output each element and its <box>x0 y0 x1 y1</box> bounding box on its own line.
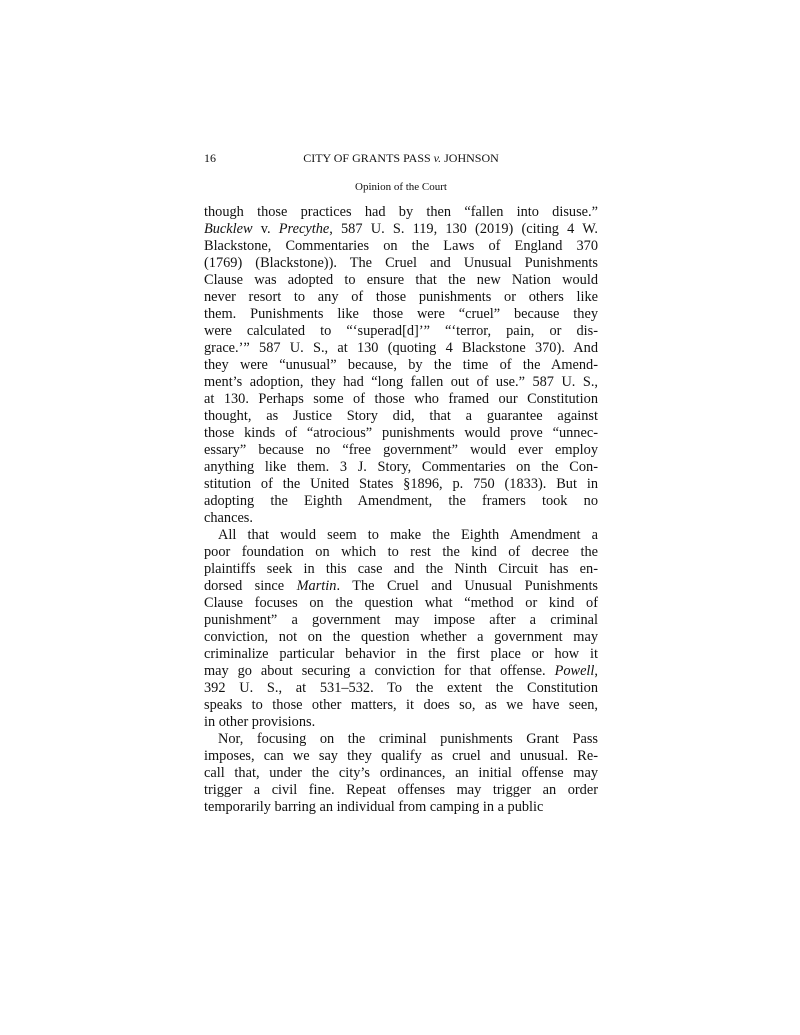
text-line: anything like them. 3 J. Story, Commentaries on the Con- <box>204 459 598 475</box>
text-line: poor foundation on which to rest the kind of decree the <box>204 544 598 560</box>
text-line: criminalize particular behavior in the first place or how it <box>204 646 598 662</box>
text-line: temporarily barring an individual from camping in a public <box>204 799 544 815</box>
case-citation-italic: Precythe <box>278 221 330 237</box>
text-line: 392 U. S., at 531–532. To the extent the Constitution <box>204 680 598 696</box>
text-line: thought, as Justice Story did, that a guarantee against <box>204 408 598 424</box>
text-line: adopting the Eighth Amendment, the framers took no <box>204 493 598 509</box>
text-line: grace.’” 587 U. S., at 130 (quoting 4 Blackstone 370). And <box>204 340 598 356</box>
opinion-body <box>204 204 598 816</box>
text-line: essary” because no “free government” would ever employ <box>204 442 598 458</box>
text-line: may go about securing a conviction for that offense. Powell, <box>204 663 598 679</box>
text-line: them. Punishments like those were “cruel” because they <box>204 306 598 322</box>
text-line: Bucklew v. Precythe, 587 U. S. 119, 130 (2019) (citing 4 W. <box>204 221 598 237</box>
running-head <box>204 150 598 166</box>
page-number: 16 <box>204 151 216 165</box>
text-line: at 130. Perhaps some of those who framed our Constitution <box>204 391 598 407</box>
text-line: in other provisions. <box>204 714 316 730</box>
paragraph <box>204 731 598 816</box>
text-line: chances. <box>204 510 253 526</box>
case-citation-italic: Bucklew <box>204 221 253 237</box>
text-line: those kinds of “atrocious” punishments would prove “unnec- <box>204 425 598 441</box>
text-line: dorsed since Martin. The Cruel and Unusual Punishments <box>204 578 599 594</box>
text-line: conviction, not on the question whether a government may <box>204 629 598 645</box>
text-line: call that, under the city’s ordinances, an initial offense may <box>204 765 598 781</box>
text-line: Clause was adopted to ensure that the new Nation would <box>204 272 598 288</box>
case-citation-italic: Powell <box>554 663 595 679</box>
text-line: speaks to those other matters, it does so, as we have seen, <box>204 697 598 713</box>
text-line: All that would seem to make the Eighth Amendment a <box>218 527 598 543</box>
paragraph <box>204 204 598 527</box>
text-line: ment’s adoption, they had “long fallen out of use.” 587 U. S., <box>204 374 598 390</box>
text-line: they were “unusual” because, by the time of the Amend- <box>204 357 598 373</box>
versus-abbrev: v. <box>433 151 442 165</box>
text-line: trigger a civil fine. Repeat offenses may trigger an order <box>204 782 598 798</box>
text-line: punishment” a government may impose after a criminal <box>204 612 598 628</box>
text-line: plaintiffs seek in this case and the Ninth Circuit has en- <box>204 561 598 577</box>
text-line: Blackstone, Commentaries on the Laws of England 370 <box>204 238 598 254</box>
case-citation-italic: Martin <box>296 578 337 594</box>
text-line: imposes, can we say they qualify as cruel and unusual. Re- <box>204 748 598 764</box>
text-line: never resort to any of those punishments or others like <box>204 289 598 305</box>
opinion-label: Opinion of the Court <box>355 181 447 193</box>
text-line: stitution of the United States §1896, p. 750 (1833). But in <box>204 476 598 492</box>
case-title: CITY OF GRANTS PASS v. JOHNSON <box>303 151 499 165</box>
text-line: though those practices had by then “fallen into disuse.” <box>204 204 598 220</box>
text-line: were calculated to “‘superad[d]’” “‘terror, pain, or dis- <box>204 323 598 339</box>
text-line: Nor, focusing on the criminal punishments Grant Pass <box>218 731 598 747</box>
text-line: Clause focuses on the question what “method or kind of <box>204 595 598 611</box>
text-line: (1769) (Blackstone)). The Cruel and Unusual Punishments <box>204 255 598 271</box>
paragraph <box>204 527 598 731</box>
